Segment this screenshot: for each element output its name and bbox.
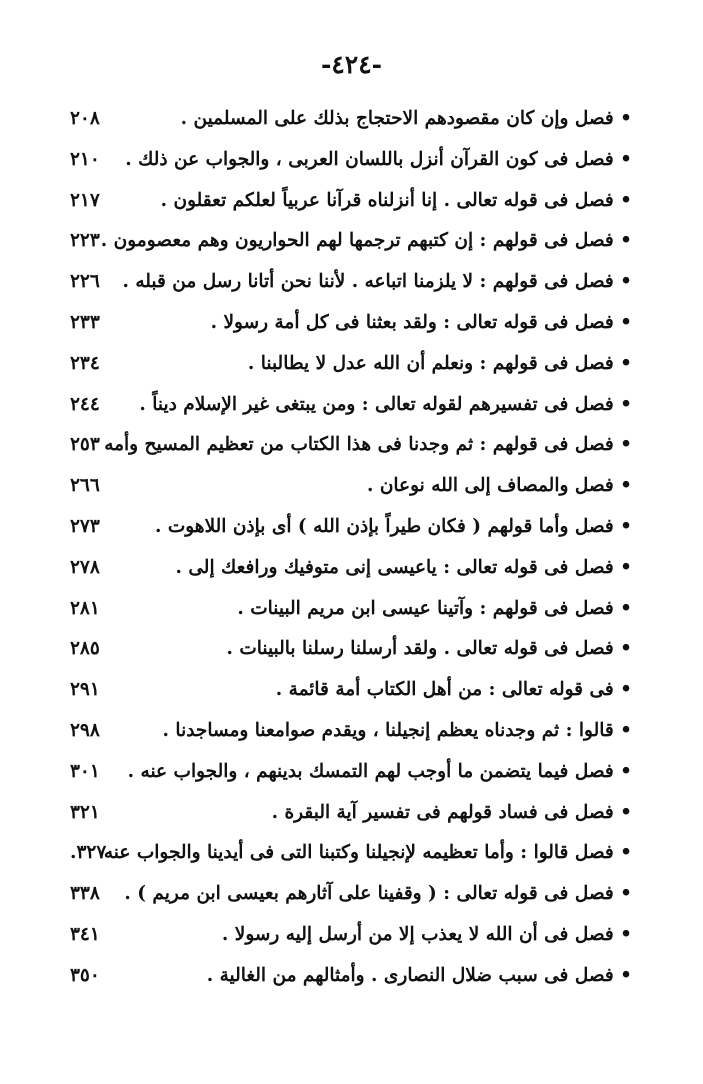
toc-entry-title: • فصل فى قولهم : ونعلم أن الله عدل لا يطالبنا . (247, 352, 632, 374)
toc-entry (70, 553, 632, 594)
toc-entry (70, 634, 632, 675)
toc-entry (70, 594, 632, 635)
toc-entry-page: ٢١٧ (70, 189, 100, 211)
toc-entry-title: • فصل وإن كان مقصودهم الاحتجاج بذلك على المسلمين . (180, 108, 632, 129)
toc-entry (70, 308, 632, 349)
toc-entry (70, 471, 632, 512)
toc-entry (70, 186, 632, 227)
toc-entry-title: • فصل فى قولهم : وآتينا عيسى ابن مريم البينات . (237, 597, 632, 619)
toc-entry (70, 430, 632, 471)
toc-entry-page: ٣٢١ (70, 801, 100, 823)
toc-entry-page: ٣٣٨ (70, 883, 100, 905)
toc-entry-title: • فصل فى فساد قولهم فى تفسير آية البقرة . (271, 801, 632, 823)
toc-entry-title: • فصل فى قولهم : لا يلزمنا اتباعه . لأننا نحن أتانا رسل من قبله . (122, 271, 632, 293)
toc-entry-page: ٢٨٥ (70, 638, 100, 660)
toc-entry-title: • فصل فى قولهم : ثم وجدنا فى هذا الكتاب من تعظيم المسيح وأمه (104, 434, 632, 456)
toc-entry-title: • فصل فى قوله تعالى . إنا أنزلناه قرآنا عربياً لعلكم تعقلون . (160, 189, 632, 211)
toc-entry-title: • فصل فى كون القرآن أنزل باللسان العربى ، والجواب عن ذلك . (125, 148, 632, 170)
toc-entry (70, 675, 632, 716)
toc-entry (70, 226, 632, 267)
toc-entry (70, 716, 632, 757)
toc-entry-page: ٢٢٦ (70, 271, 100, 293)
toc-entry-title: • فصل وأما قولهم ( فكان طيراً بإذن الله ) أى بإذن اللاهوت . (154, 515, 632, 537)
toc-entry (70, 757, 632, 798)
toc-entry-page: ٣٢٧. (70, 842, 107, 864)
toc-entry-page: ٢٧٣ (70, 515, 100, 537)
toc-entry-title: • فصل قالوا : وأما تعظيمه لإنجيلنا وكتبنا التى فى أيدينا والجواب عنه (103, 842, 632, 864)
toc-entry-page: ٢٩٨ (70, 719, 100, 741)
toc-entry-title: • فصل فى تفسيرهم لقوله تعالى : ومن يبتغى غير الإسلام ديناً . (139, 393, 632, 415)
toc-entry-page: ٢٨١ (70, 597, 100, 619)
toc-entry-page: ٢٥٣ (70, 434, 100, 456)
toc-entry (70, 349, 632, 390)
toc-entry-page: ٢٣٤ (70, 352, 100, 374)
toc-entry-title: • فصل فى أن الله لا يعذب إلا من أرسل إليه رسولا . (221, 923, 632, 945)
toc-entry-title: • فصل فى سبب ضلال النصارى . وأمثالهم من الغالية . (206, 964, 632, 986)
toc-entry (70, 961, 632, 1002)
toc-entry-page: ٢٤٤ (70, 393, 100, 415)
toc-entry-page: ٢٩١ (70, 679, 100, 701)
toc-entry-title: • فصل فيما يتضمن ما أوجب لهم التمسك بدينهم ، والجواب عنه . (127, 760, 632, 782)
toc-entry-page: ٢٢٣ (70, 230, 100, 252)
toc-entry (70, 512, 632, 553)
toc-entry-page: ٣٠١ (70, 760, 100, 782)
toc-entry-page: ٢١٠ (70, 148, 100, 170)
toc-entry-title: • قالوا : ثم وجدناه يعظم إنجيلنا ، ويقدم صوامعنا ومساجدنا . (162, 719, 632, 741)
toc-entry-page: ٣٤١ (70, 923, 100, 945)
toc-entry (70, 920, 632, 961)
page-number: -٤٢٤- (320, 50, 383, 79)
toc-entry-title: • فصل فى قولهم : إن كتبهم ترجمها لهم الحواريون وهم معصومون . (100, 230, 632, 252)
toc-entry (70, 798, 632, 839)
toc-entry-page: ٢٦٦ (70, 475, 100, 497)
toc-entry-title: • فصل فى قوله تعالى . ولقد أرسلنا رسلنا بالبينات . (226, 638, 632, 660)
toc-entry-title: • فى قوله تعالى : من أهل الكتاب أمة قائمة . (275, 679, 632, 701)
toc-entry-title: • فصل فى قوله تعالى : ياعيسى إنى متوفيك ورافعك إلى . (175, 556, 632, 578)
toc-entry-title: • فصل فى قوله تعالى : ( وقفينا على آثارهم بعيسى ابن مريم ) . (124, 883, 632, 905)
table-of-contents (70, 104, 632, 1002)
toc-entry-page: ٣٥٠ (70, 964, 100, 986)
toc-entry (70, 267, 632, 308)
toc-entry-page: ٢٠٨ (70, 108, 100, 129)
toc-entry (70, 838, 632, 879)
toc-entry (70, 390, 632, 431)
toc-entry-title: • فصل فى قوله تعالى : ولقد بعثنا فى كل أمة رسولا . (210, 311, 632, 333)
toc-entry-page: ٢٣٣ (70, 311, 100, 333)
toc-entry (70, 104, 632, 145)
toc-entry (70, 879, 632, 920)
toc-entry-page: ٢٧٨ (70, 556, 100, 578)
toc-entry-title: • فصل والمصاف إلى الله نوعان . (366, 475, 632, 497)
toc-entry (70, 145, 632, 186)
